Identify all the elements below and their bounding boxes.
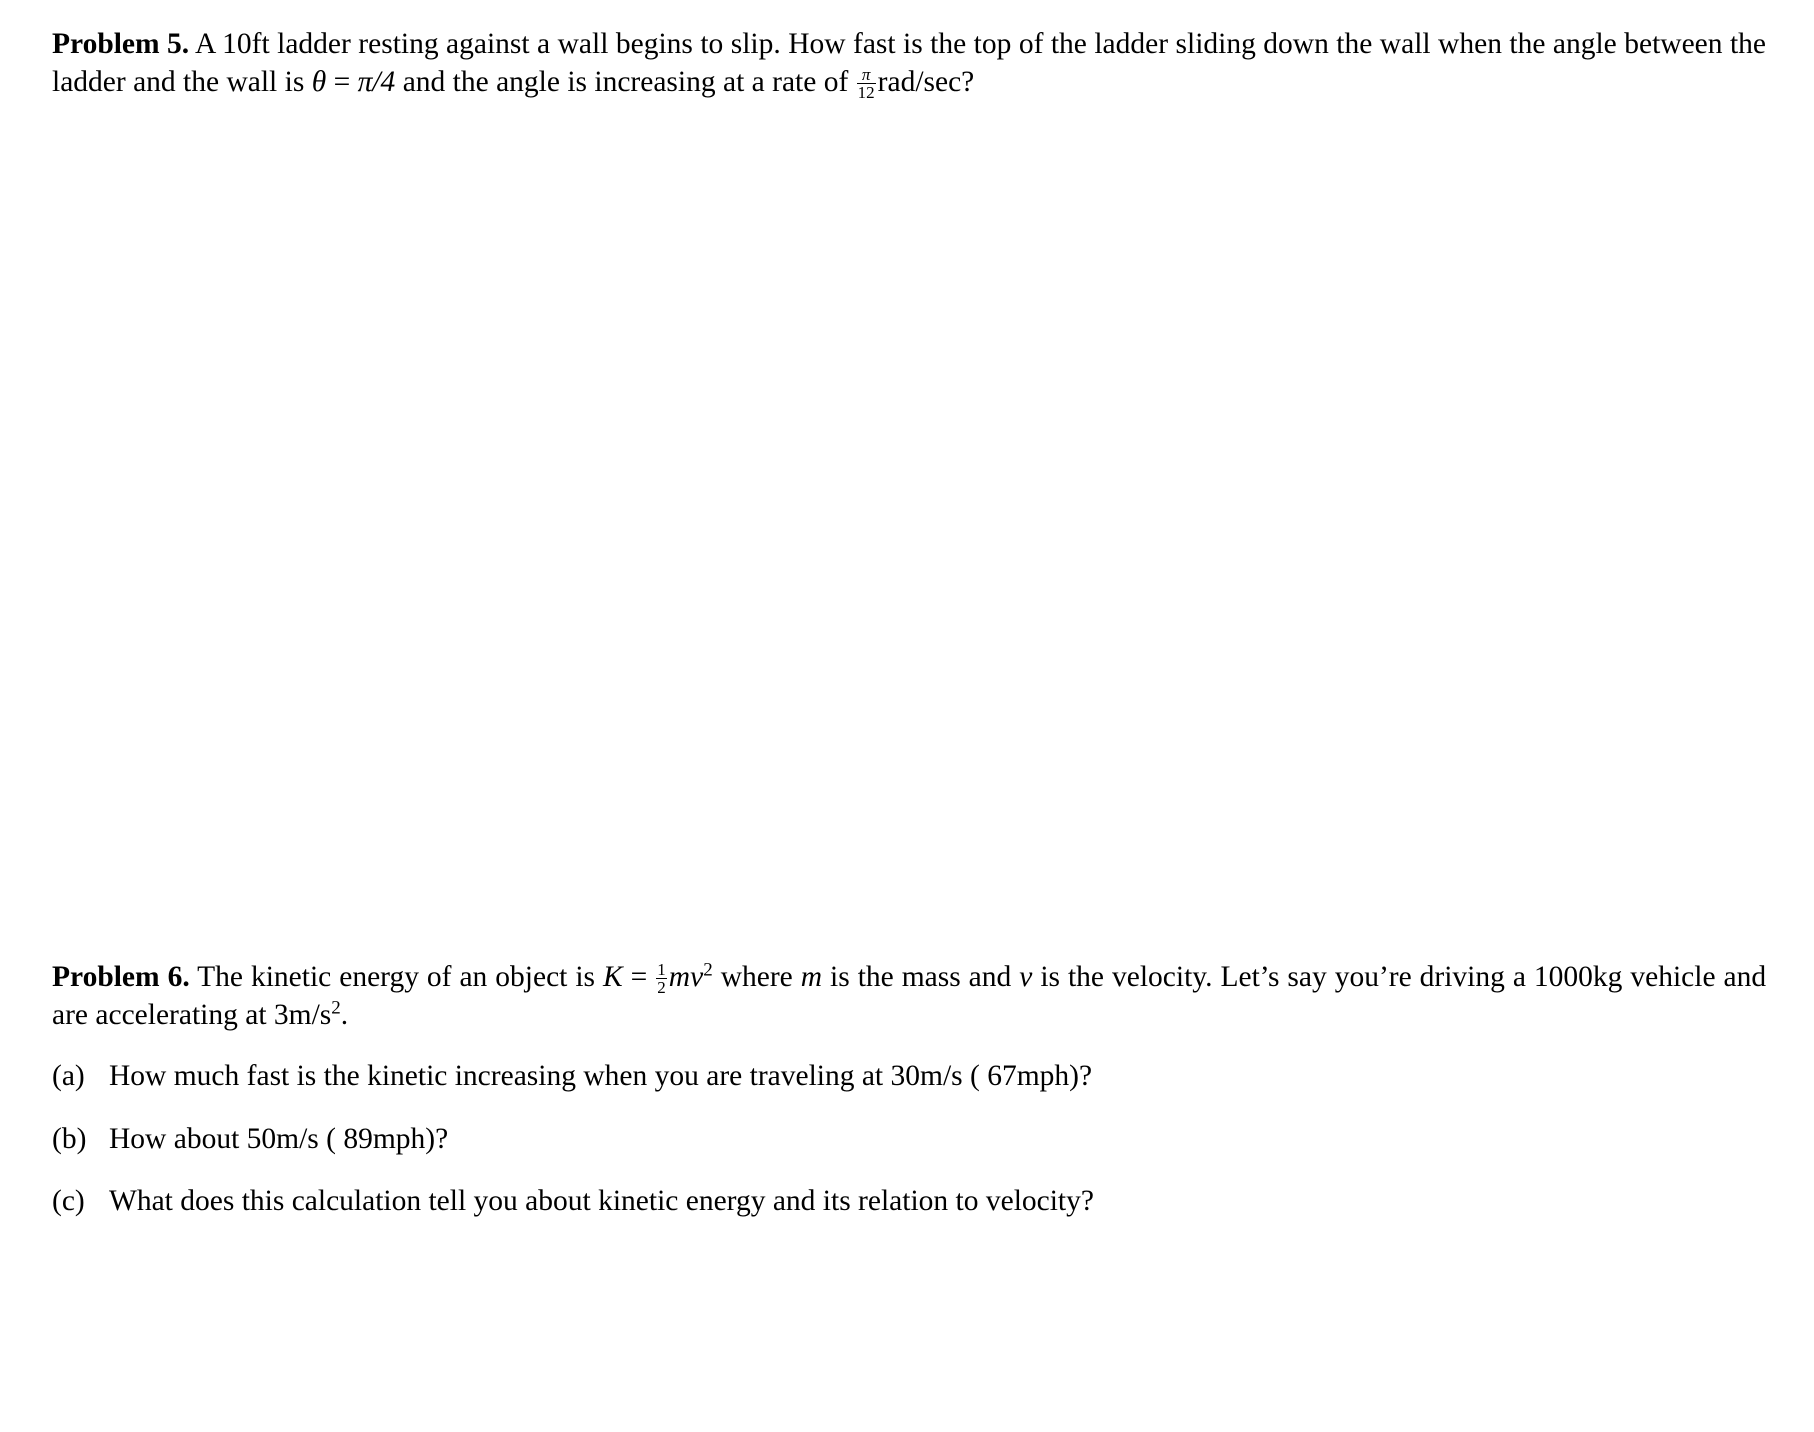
equals-sign: = (333, 66, 351, 98)
accel-exponent: 2 (331, 997, 341, 1019)
problem-6-text-1: The kinetic energy of an object is (197, 961, 596, 993)
part-c (52, 1182, 1094, 1220)
rate-unit: rad/sec? (877, 66, 975, 98)
problem-6-text-2: where (720, 961, 793, 993)
m-symbol: m (800, 961, 823, 993)
rate-fraction (857, 67, 876, 100)
problem-6-text-3: is the mass and (830, 961, 1012, 993)
part-b (52, 1120, 448, 1158)
rate-numerator: π (857, 67, 876, 84)
problem-5-text-2: and the angle is increasing at a rate of (402, 66, 849, 98)
problem-5 (52, 25, 1766, 101)
part-c-text: What does this calculation tell you about kinetic energy and its relation to velocity? (109, 1185, 1094, 1217)
problem-6 (52, 958, 1766, 1034)
half-numerator: 1 (657, 960, 666, 979)
part-a-tag: (a) (52, 1060, 85, 1092)
part-c-tag: (c) (52, 1185, 85, 1217)
square-exponent: 2 (703, 959, 713, 981)
problem-6-text-4: is the velocity. Let’s say you’re driving a 1000kg vehicle and are accelerating at 3m/s (52, 961, 1767, 1031)
mv-term: mv (668, 961, 704, 993)
part-b-text: How about 50m/s ( 89mph)? (109, 1123, 449, 1155)
problem-6-label: Problem 6. (52, 961, 190, 993)
k-symbol: K (603, 961, 623, 993)
part-a-text: How much fast is the kinetic increasing when you are traveling at 30m/s ( 67mph)? (109, 1060, 1093, 1092)
part-b-tag: (b) (52, 1123, 87, 1155)
problem-5-label: Problem 5. (52, 28, 190, 60)
problem-6-text-5: . (340, 999, 349, 1031)
rate-denominator: 12 (857, 83, 875, 102)
half-fraction (656, 962, 667, 995)
half-denominator: 2 (657, 978, 666, 997)
part-a (52, 1057, 1092, 1095)
problem-5-text-1: A 10ft ladder resting against a wall begins to slip. How fast is the top of the ladder sliding down the wall when the angle between the ladder and the wall is (52, 28, 1767, 98)
theta-symbol: θ (311, 66, 327, 98)
v-symbol: v (1019, 961, 1033, 993)
equals-sign: = (630, 961, 648, 993)
angle-value: π/4 (357, 66, 396, 98)
